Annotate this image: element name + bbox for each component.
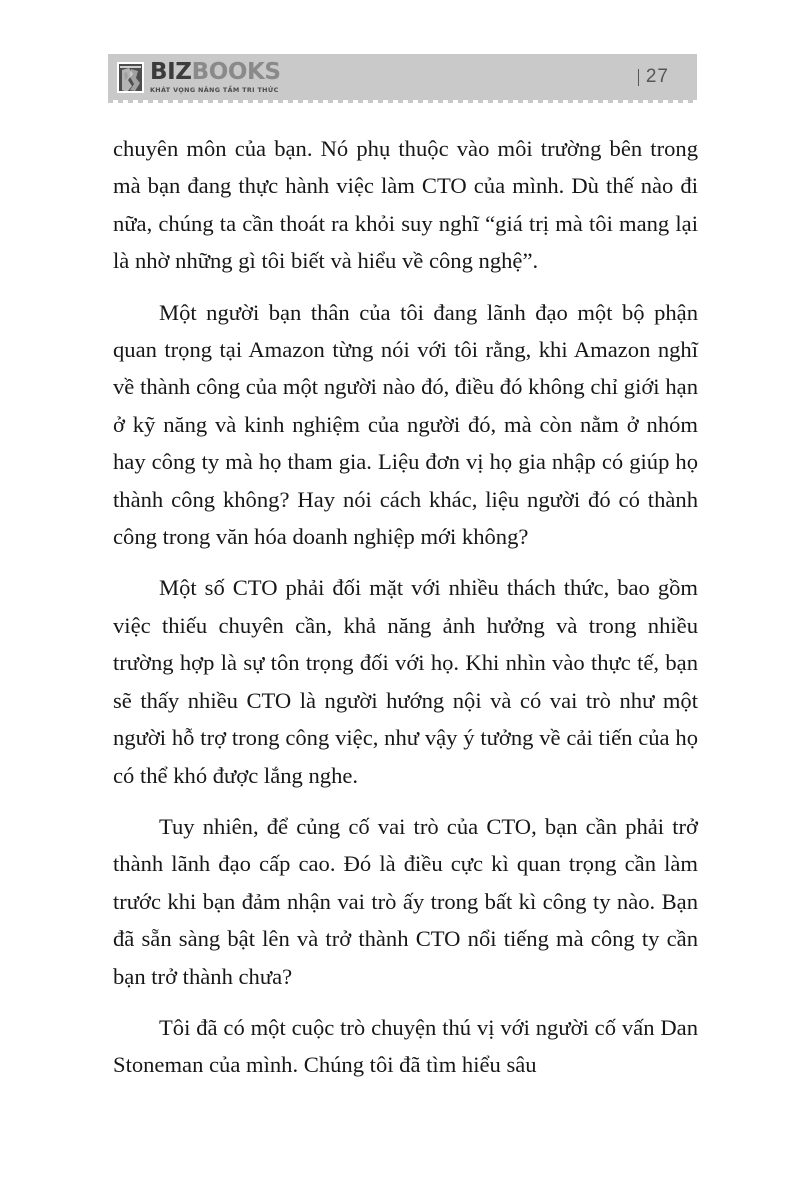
body-paragraph: chuyên môn của bạn. Nó phụ thuộc vào môi trường bên trong mà bạn đang thực hành việc làm CTO của mình. Dù thế nào đi nữa, chúng ta cần thoát ra khỏi suy nghĩ “giá trị mà tôi mang lại là nhờ những gì tôi biết và hiểu về công nghệ”.	[113, 136, 698, 274]
logo-wordmark	[150, 58, 281, 85]
logo-tagline: KHÁT VỌNG NÂNG TẦM TRI THỨC	[150, 85, 279, 94]
body-paragraph: Một số CTO phải đối mặt với nhiều thách thức, bao gồm việc thiếu chuyên cần, khả năng ảnh hưởng và trong nhiều trường hợp là sự tôn trọng đối với họ. Khi nhìn vào thực tế, bạn sẽ thấy nhiều CTO là người hướng nội và có vai trò như một người hỗ trợ trong công việc, như vậy ý tưởng về cải tiến của họ có thể khó được lắng nghe.	[113, 575, 698, 788]
page-number-separator-rule	[638, 69, 639, 86]
page-number-value: 27	[645, 66, 669, 87]
page-header-band	[108, 54, 697, 100]
page-number	[638, 66, 669, 88]
logo-wordmark-books: BOOKS	[191, 58, 281, 85]
body-paragraph: Một người bạn thân của tôi đang lãnh đạo một bộ phận quan trọng tại Amazon từng nói với tôi rằng, khi Amazon nghĩ về thành công của một người nào đó, điều đó không chỉ giới hạn ở kỹ năng và kinh nghiệm của người đó, mà còn nằm ở nhóm hay công ty mà họ tham gia. Liệu đơn vị họ gia nhập có giúp họ thành công không? Hay nói cách khác, liệu người đó có thành công trong văn hóa doanh nghiệp mới không?	[113, 299, 698, 550]
body-paragraph: Tuy nhiên, để củng cố vai trò của CTO, bạn cần phải trở thành lãnh đạo cấp cao. Đó là điều cực kì quan trọng cần làm trước khi bạn đảm nhận vai trò ấy trong bất kì công ty nào. Bạn đã sẵn sàng bật lên và trở thành CTO nổi tiếng mà công ty cần bạn trở thành chưa?	[113, 813, 698, 989]
book-emblem-icon	[117, 62, 144, 93]
logo-text-block	[150, 58, 281, 94]
logo-wordmark-biz: BIZ	[150, 58, 192, 85]
page-body	[113, 130, 698, 1084]
publisher-logo	[117, 58, 281, 94]
body-paragraph: Tôi đã có một cuộc trò chuyện thú vị với người cố vấn Dan Stoneman của mình. Chúng tôi đã tìm hiểu sâu	[113, 1014, 698, 1078]
